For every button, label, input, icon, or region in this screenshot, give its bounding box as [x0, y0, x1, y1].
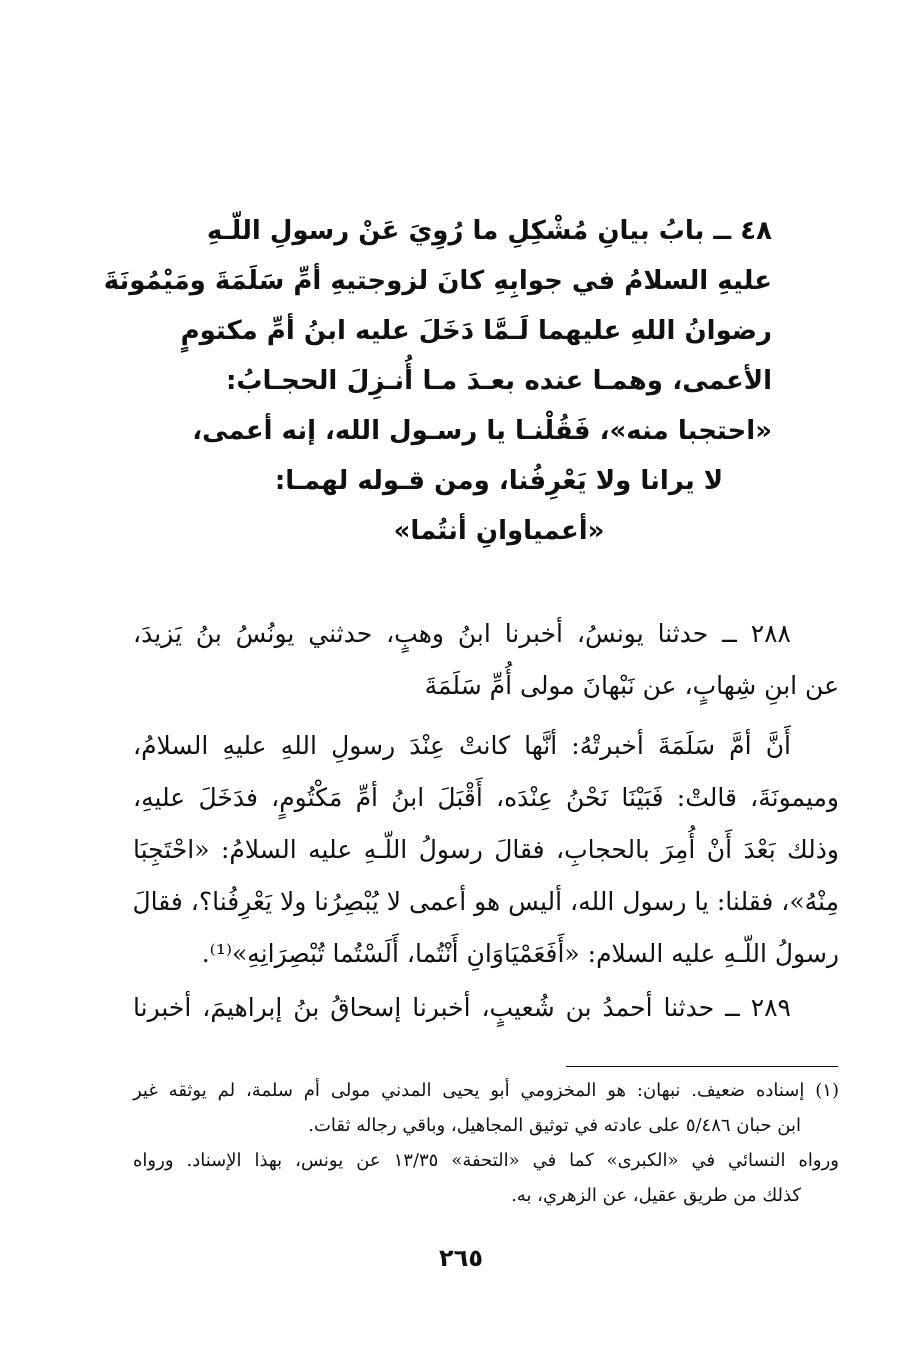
paragraph-line: أَنَّ أمَّ سَلَمَةَ أخبرتْهُ: أنَّها كانتْ عِنْدَ رسولِ اللهِ عليهِ السلامُ،	[133, 731, 791, 760]
chapter-heading	[103, 206, 772, 556]
footnote-line: (١) إسناده ضعيف. نبهان: هو المخزومي أبو يحيى المدني مولى أم سلمة، لم يوثقه غير	[133, 1080, 839, 1101]
chapter-heading-line: عليهِ السلامُ في جوابِهِ كانَ لزوجتيهِ أمِّ سَلَمَةَ ومَيْمُونَةَ	[103, 266, 772, 296]
page-number: ٢٦٥	[439, 1244, 483, 1272]
chapter-heading-line: الأعمى، وهمـا عنده بعـدَ مـا أُنـزِلَ الحجـابُ:	[226, 366, 772, 396]
footnote-line: ورواه النسائي في «الكبرى» كما في «التحفة» ١٣/٣٥ عن يونس، بهذا الإسناد. ورواه	[133, 1150, 839, 1171]
chapter-heading-line: «احتجبا منه»، فَقُلْنـا يا رسـول الله، إنه أعمى،	[192, 416, 772, 446]
paragraph-line: ٢٨٩ ــ حدثنا أحمدُ بن شُعيبٍ، أخبرنا إسحاقُ بنُ إبراهيمَ، أخبرنا	[133, 993, 791, 1022]
hadith-289	[133, 982, 839, 1034]
hadith-288-isnad	[133, 608, 839, 712]
chapter-heading-line: ٤٨ ــ بابُ بيانِ مُشْكِلِ ما رُوِيَ عَنْ رسولِ اللّـهِ	[206, 216, 772, 246]
footnote-separator	[566, 1066, 838, 1067]
paragraph-line: وذلك بَعْدَ أَنْ أُمِرَ بالحجابِ، فقالَ رسولُ اللّـهِ عليه السلامُ: «احْتَجِبَا	[133, 835, 839, 864]
footnote-line: ابن حبان ٥/٤٨٦ على عادته في توثيق المجاهيل، وباقي رجاله ثقات.	[308, 1115, 801, 1136]
hadith-288-matn	[133, 720, 839, 980]
paragraph-line: ٢٨٨ ــ حدثنا يونسُ، أخبرنا ابنُ وهبٍ، حدثني يونُسُ بنُ يَزيدَ،	[133, 619, 791, 648]
footnotes	[133, 1073, 839, 1213]
paragraph-line: مِنْهُ»، فقلنا: يا رسول الله، أليس هو أعمى لا يُبْصِرُنا ولا يَعْرِفُنا؟، فقالَ	[132, 887, 839, 916]
paragraph-line: وميمونَةَ، قالتْ: فَبَيْنَا نَحْنُ عِنْدَه، أَقْبَلَ ابنُ أمِّ مَكْتُومٍ، فدَخَلَ عليهِ،	[133, 783, 839, 812]
paragraph-line: عن ابنِ شِهابٍ، عن نَبْهانَ مولى أُمِّ سَلَمَةَ	[424, 671, 839, 700]
footnote-line: كذلك من طريق عقيل، عن الزهري، به.	[511, 1185, 801, 1206]
paragraph-line: رسولُ اللّـهِ عليه السلام: «أَفَعَمْيَاوَانِ أَنْتُما، أَلَسْتُما تُبْصِرَانِهِ»⁽¹⁾.	[201, 939, 839, 968]
chapter-heading-line: «أعمياوانِ أنتُما»	[393, 516, 605, 546]
chapter-heading-line: لا يرانا ولا يَعْرِفُنا، ومن قـوله لهمـا:	[274, 466, 724, 496]
chapter-heading-line: رضوانُ اللهِ عليهما لَـمَّا دَخَلَ عليه ابنُ أمِّ مكتومٍ	[180, 316, 772, 346]
